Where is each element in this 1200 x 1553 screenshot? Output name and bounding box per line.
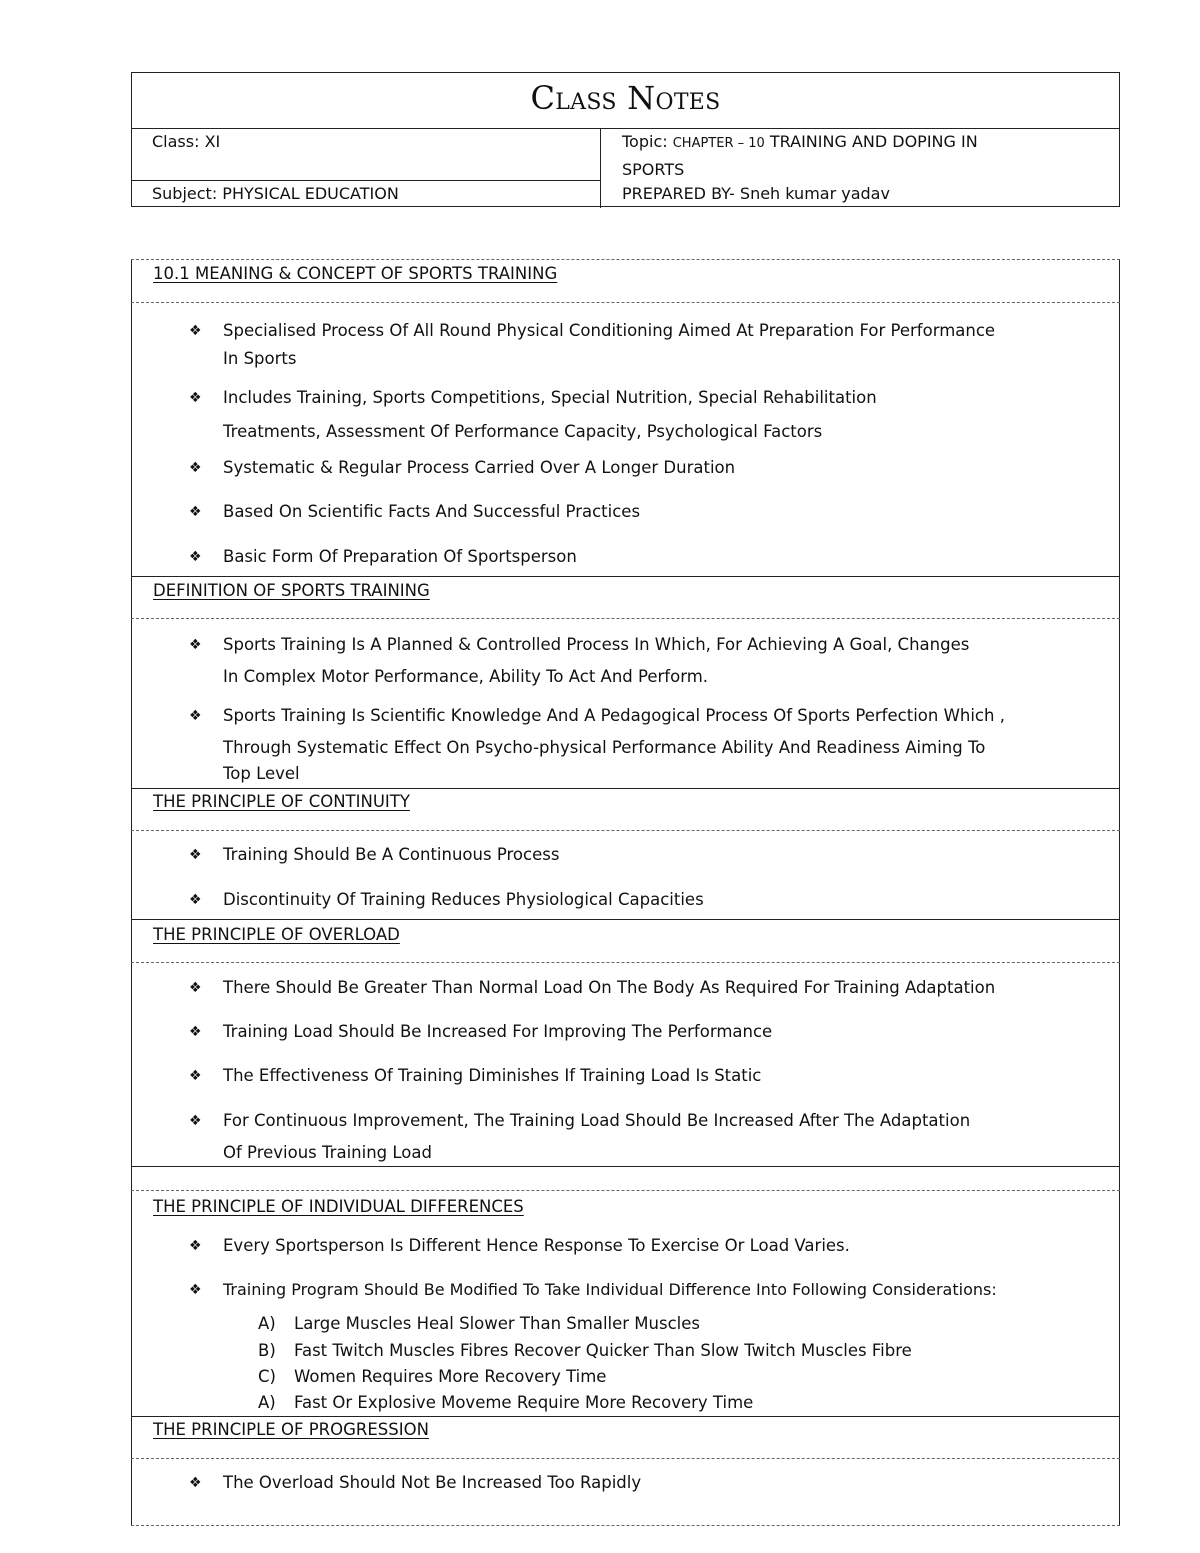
rule [131, 302, 1120, 303]
rule [131, 1416, 1120, 1417]
rule [131, 1190, 1120, 1191]
diamond-bullet-icon: ❖ [189, 504, 202, 520]
diamond-bullet-icon: ❖ [189, 980, 202, 996]
rule [131, 618, 1120, 619]
topic-chapter: CHAPTER – 10 [672, 136, 765, 151]
diamond-bullet-icon: ❖ [189, 708, 202, 724]
diamond-bullet-icon: ❖ [189, 1475, 202, 1491]
diamond-bullet-icon: ❖ [189, 1282, 202, 1298]
diamond-bullet-icon: ❖ [189, 390, 202, 406]
rule [131, 259, 1120, 260]
class-label: Class: XI [152, 132, 221, 151]
topic-rest: TRAINING AND DOPING IN [764, 132, 978, 151]
section-heading-progression: THE PRINCIPLE OF PROGRESSION [153, 1420, 429, 1439]
section-heading-meaning: 10.1 MEANING & CONCEPT OF SPORTS TRAINING [153, 264, 558, 283]
section-heading-overload: THE PRINCIPLE OF OVERLOAD [153, 925, 400, 944]
diamond-bullet-icon: ❖ [189, 847, 202, 863]
rule [131, 1525, 1120, 1526]
topic-cell [622, 129, 978, 183]
rule [131, 830, 1120, 831]
diamond-bullet-icon: ❖ [189, 1024, 202, 1040]
diamond-bullet-icon: ❖ [189, 1068, 202, 1084]
diamond-bullet-icon: ❖ [189, 549, 202, 565]
topic-line2: SPORTS [622, 160, 685, 179]
page-title: Class Notes [132, 73, 1119, 129]
class-notes-page: Class Notes Class: XI Topic: CHAPTER – 10 TRAINING AND DOPING IN SPORTS Subject: PHYSICAL EDUCATION PREPARED BY- Sneh kumar yadav 10.1 MEANING & CONCEPT OF SPORTS TRAINING ❖ Specialised Process Of All Round Physical Conditioning Aimed At Preparation For Performance In Sports ❖ Includes Training, Sports Competitions, Special Nutrition, Special Rehabilitation Treatments, Assessment Of Performance Capacity, Psychological Factors ❖ Systematic & Regular Process Carried Over A Longer Duration ❖ Based On Scientific Facts And Successful Practices ❖ Basic Form Of Preparation Of Sportsperson DEFINITION OF SPORTS TRAINING ❖ Sports Training Is A Planned & Controlled Process In Which, For Achieving A Goal, Changes In Complex Motor Performance, Ability To Act And Perform. ❖ Sports Training Is Scientific Knowledge And A Pedagogical Process Of Sports Perfection Which , Through Systematic Effect On Psycho-physical Performance Ability And Readiness Aiming To Top Level THE PRINCIPLE OF CONTINUITY ❖ Training Should Be A Continuous Process ❖ Discontinuity Of Training Reduces Physiological Capacities THE PRINCIPLE OF OVERLOAD ❖ There Should Be Greater Than Normal Load On The Body As Required For Training Adaptation ❖ Training Load Should Be Increased For Improving The Performance ❖ The Effectiveness Of Training Diminishes If Training Load Is Static ❖ For Continuous Improvement, The Training Load Should Be Increased After The Adaptation Of Previous Training Load THE PRINCIPLE OF INDIVIDUAL DIFFERENCES ❖ Every Sportsperson Is Different Hence Response To Exercise Or Load Varies. ❖ Training Program Should Be Modified To Take Individual Difference Into Following Considerations: A) Large Muscles Heal Slower Than Smaller Muscles B) Fast Twitch Muscles Fibres Recover Quicker Than Slow Twitch Muscles Fibre C) Women Requires More Recovery Time A) Fast Or Explosive Moveme Require More Recovery Time THE PRINCIPLE OF PROGRESSION ❖ The Overload Should Not Be Increased Too Rapidly [0, 0, 1200, 1553]
rule [131, 919, 1120, 920]
header-divider-vertical [600, 128, 601, 208]
diamond-bullet-icon: ❖ [189, 323, 202, 339]
diamond-bullet-icon: ❖ [189, 460, 202, 476]
header-table [131, 72, 1120, 207]
topic-prefix: Topic: [622, 132, 673, 151]
diamond-bullet-icon: ❖ [189, 1113, 202, 1129]
section-heading-continuity: THE PRINCIPLE OF CONTINUITY [153, 792, 410, 811]
rule [131, 576, 1120, 577]
diamond-bullet-icon: ❖ [189, 637, 202, 653]
subject-label: Subject: PHYSICAL EDUCATION [152, 184, 399, 203]
rule [131, 962, 1120, 963]
prepared-by: PREPARED BY- Sneh kumar yadav [622, 184, 890, 203]
rule [131, 1458, 1120, 1459]
section-heading-individual: THE PRINCIPLE OF INDIVIDUAL DIFFERENCES [153, 1197, 524, 1216]
rule [131, 1166, 1120, 1167]
rule [131, 788, 1120, 789]
diamond-bullet-icon: ❖ [189, 892, 202, 908]
section-heading-definition: DEFINITION OF SPORTS TRAINING [153, 581, 430, 600]
diamond-bullet-icon: ❖ [189, 1238, 202, 1254]
